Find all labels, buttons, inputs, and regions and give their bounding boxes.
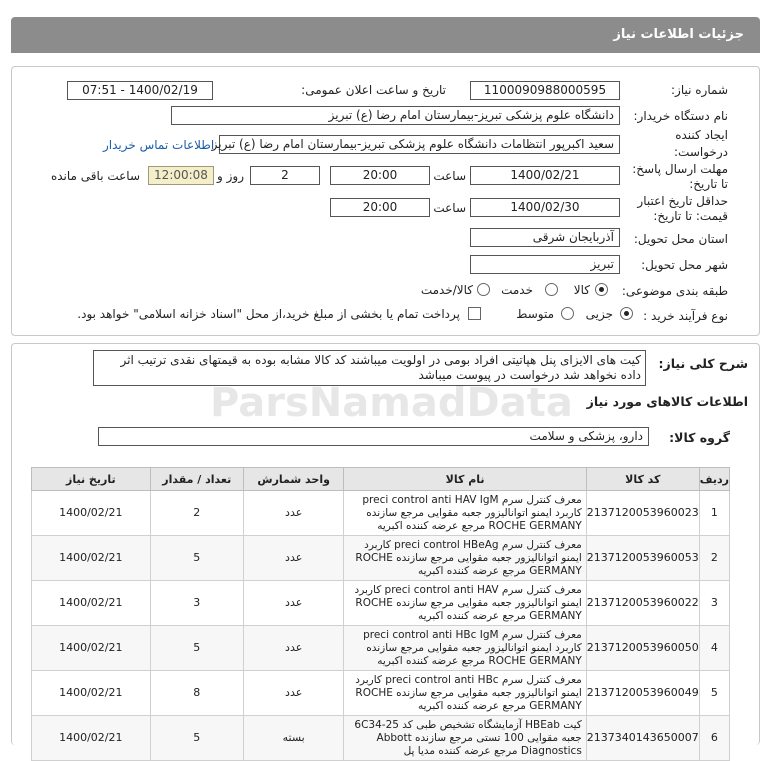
goods-section-title: اطلاعات کالاهای مورد نیاز	[586, 394, 748, 409]
remaining-time-label: ساعت باقی مانده	[50, 169, 140, 183]
table-row[interactable]	[32, 716, 730, 761]
process-radio-medium[interactable]	[561, 307, 574, 320]
province-label: استان محل تحویل:	[633, 232, 728, 246]
category-radio-goods[interactable]	[595, 283, 608, 296]
goods-name: معرف کنترل سرم preci control anti HBc کاربرد ایمنو اتوانالیزور جعبه مقوایی مرجع سازنده ROCHE GERMANY مرجع عرضه کننده اکبریه	[344, 671, 586, 716]
goods-code: 2137120053960049	[586, 671, 699, 716]
price-validity-time-field: 20:00	[330, 198, 430, 217]
process-option-medium: متوسط	[516, 307, 554, 321]
goods-group-label: گروه کالا:	[669, 430, 730, 445]
reply-deadline-label-line2: تا تاریخ:	[689, 177, 728, 191]
page-title: جزئیات اطلاعات نیاز	[613, 27, 744, 42]
city-field: تبریز	[470, 255, 620, 274]
process-type-label: نوع فرآیند خرید :	[643, 309, 728, 323]
goods-name: معرف کنترل سرم preci control anti HAV IgM کاربرد ایمنو اتوانالیزور جعبه مقوایی مرجع سازنده ROCHE GERMANY مرجع عرضه کننده اکبریه	[344, 491, 586, 536]
need-number-label: شماره نیاز:	[671, 83, 728, 97]
col-goods-code: کد کالا	[586, 468, 699, 491]
goods-table	[31, 467, 730, 761]
goods-code: 2137120053960050	[586, 626, 699, 671]
need-number-field: 1100090988000595	[470, 81, 620, 100]
need-date: 1400/02/21	[32, 581, 151, 626]
process-radio-minor[interactable]	[620, 307, 633, 320]
category-radio-service[interactable]	[545, 283, 558, 296]
description-field: کیت های الایزای پنل هپاتیتی افراد بومی در اولویت میباشند کد کالا مشابه بوده به قیمتهای نقدی ترتیب اثر داده نخواهد شد درخواست در پیوست میباشد	[93, 350, 646, 386]
province-field: آذربایجان شرقی	[470, 228, 620, 247]
table-row[interactable]	[32, 581, 730, 626]
price-validity-time-label: ساعت	[433, 201, 466, 215]
category-label: طبقه بندی موضوعی:	[621, 284, 728, 298]
category-option-goods: کالا	[573, 283, 590, 297]
col-row-number: ردیف	[699, 468, 729, 491]
unit: بسته	[243, 716, 344, 761]
category-option-goods-service: کالا/خدمت	[420, 283, 473, 297]
quantity: 5	[150, 716, 243, 761]
creator-label-line2: درخواست:	[674, 145, 728, 159]
need-date: 1400/02/21	[32, 671, 151, 716]
remaining-days-field: 2	[250, 166, 320, 185]
category-radio-goods-service[interactable]	[477, 283, 490, 296]
price-validity-label-line2: قیمت: تا تاریخ:	[653, 209, 728, 223]
col-quantity: تعداد / مقدار	[150, 468, 243, 491]
unit: عدد	[243, 491, 344, 536]
goods-name: معرف کنترل سرم preci control anti HBc IgM کاربرد ایمنو اتوانالیزور جعبه مقوایی مرجع سازنده ROCHE GERMANY مرجع عرضه کننده اکبریه	[344, 626, 586, 671]
need-date: 1400/02/21	[32, 716, 151, 761]
goods-code: 2137120053960022	[586, 581, 699, 626]
goods-table-header	[32, 468, 730, 491]
col-goods-name: نام کالا	[344, 468, 586, 491]
creator-label-line1: ایجاد کننده	[675, 128, 728, 142]
goods-code: 2137340143650007	[586, 716, 699, 761]
row-number: 2	[699, 536, 729, 581]
need-date: 1400/02/21	[32, 536, 151, 581]
table-row[interactable]	[32, 491, 730, 536]
need-date: 1400/02/21	[32, 491, 151, 536]
quantity: 8	[150, 671, 243, 716]
row-number: 3	[699, 581, 729, 626]
goods-code: 2137120053960023	[586, 491, 699, 536]
unit: عدد	[243, 581, 344, 626]
buyer-org-label: نام دستگاه خریدار:	[633, 109, 728, 123]
page-header	[11, 17, 760, 53]
price-validity-date-field: 1400/02/30	[470, 198, 620, 217]
reply-time-field: 20:00	[330, 166, 430, 185]
goods-name: معرف کنترل سرم preci control HBeAg کاربرد ایمنو اتوانالیزور جعبه مقوایی مرجع سازنده ROCHE GERMANY مرجع عرضه کننده اکبریه	[344, 536, 586, 581]
reply-deadline-label-line1: مهلت ارسال پاسخ:	[632, 162, 728, 176]
announce-date-label: تاریخ و ساعت اعلان عمومی:	[301, 83, 446, 97]
row-number: 1	[699, 491, 729, 536]
treasury-note: پرداخت تمام یا بخشی از مبلغ خرید،از محل "اسناد خزانه اسلامی" خواهد بود.	[77, 307, 460, 321]
goods-name: کیت HBEab آزمایشگاه تشخیص طبی کد 6C34-25 جعبه مقوایی 100 تستی مرجع سازنده Abbott Diagnostics مرجع عرضه کننده مدیا پل	[344, 716, 586, 761]
process-option-minor: جزیی	[585, 307, 613, 321]
quantity: 5	[150, 626, 243, 671]
table-row[interactable]	[32, 671, 730, 716]
price-validity-label-line1: حداقل تاریخ اعتبار	[637, 194, 728, 208]
unit: عدد	[243, 626, 344, 671]
quantity: 2	[150, 491, 243, 536]
description-label: شرح کلی نیاز:	[658, 356, 748, 371]
need-date: 1400/02/21	[32, 626, 151, 671]
col-unit: واحد شمارش	[243, 468, 344, 491]
buyer-org-field: دانشگاه علوم پزشکی تبریز-بیمارستان امام رضا (ع) تبریز	[171, 106, 620, 125]
table-row[interactable]	[32, 536, 730, 581]
goods-group-field: دارو، پزشکی و سلامت	[98, 427, 649, 446]
col-need-date: تاریخ نیاز	[32, 468, 151, 491]
goods-name: معرف کنترل سرم preci control anti HAV کاربرد ایمنو اتوانالیزور جعبه مقوایی مرجع سازنده ROCHE GERMANY مرجع عرضه کننده اکبریه	[344, 581, 586, 626]
unit: عدد	[243, 536, 344, 581]
table-row[interactable]	[32, 626, 730, 671]
days-label: روز و	[217, 169, 244, 183]
reply-time-label: ساعت	[433, 169, 466, 183]
quantity: 3	[150, 581, 243, 626]
row-number: 5	[699, 671, 729, 716]
treasury-checkbox[interactable]	[468, 307, 481, 320]
goods-code: 2137120053960053	[586, 536, 699, 581]
city-label: شهر محل تحویل:	[641, 258, 728, 272]
reply-date-field: 1400/02/21	[470, 166, 620, 185]
buyer-contact-link[interactable]: اطلاعات تماس خریدار	[103, 138, 215, 152]
unit: عدد	[243, 671, 344, 716]
remaining-time-field: 12:00:08	[148, 166, 214, 185]
quantity: 5	[150, 536, 243, 581]
announce-date-field: 1400/02/19 - 07:51	[67, 81, 213, 100]
category-option-service: خدمت	[501, 283, 533, 297]
row-number: 4	[699, 626, 729, 671]
row-number: 6	[699, 716, 729, 761]
creator-field: سعید اکبرپور انتظامات دانشگاه علوم پزشکی تبریز-بیمارستان امام رضا (ع) تبریز	[219, 135, 620, 154]
